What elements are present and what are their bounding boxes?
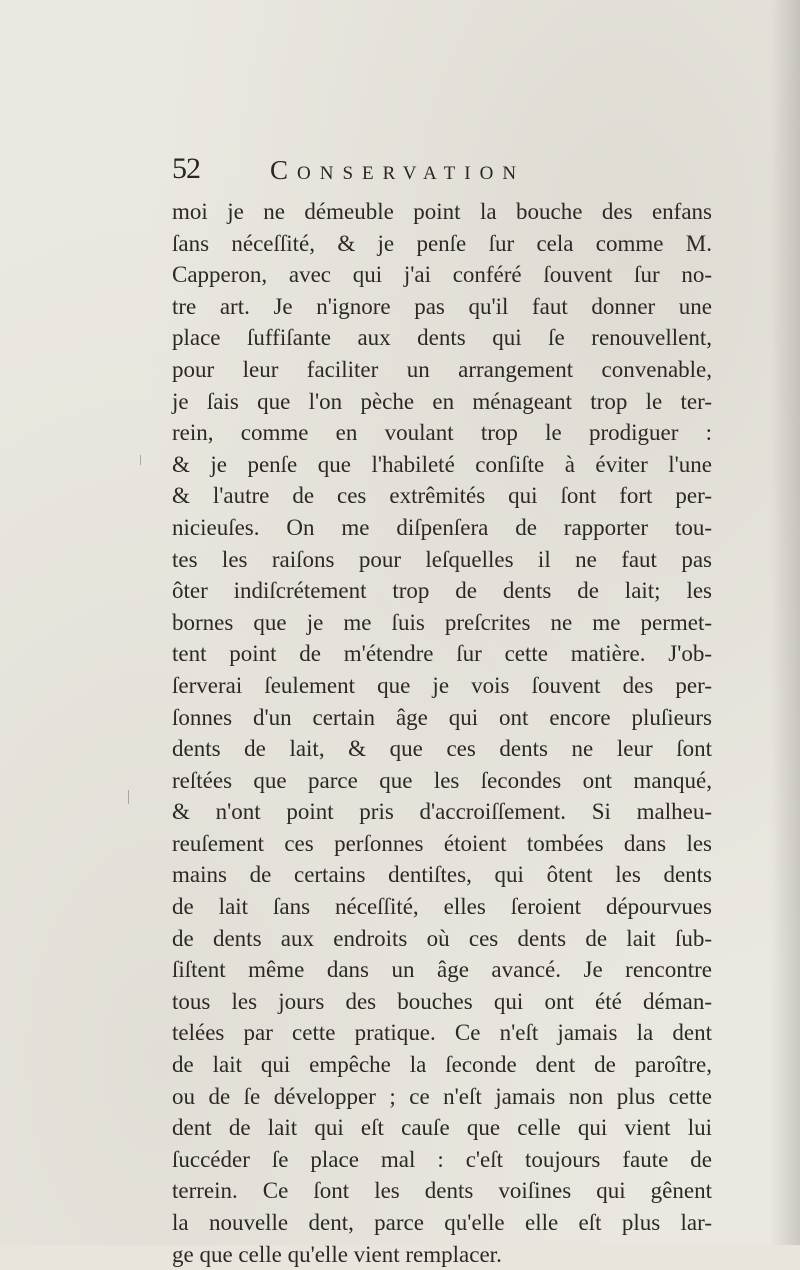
text-line: reuſement ces perſonnes étoient tombées dans les [172, 830, 712, 856]
text-line: ou de ſe développer ; ce n'eſt jamais non plus cette [172, 1083, 712, 1109]
text-line: ôter indiſcrétement trop de dents de lait; les [172, 578, 712, 604]
text-line: ſiſtent même dans un âge avancé. Je rencontre [172, 957, 712, 983]
text-line: de lait ſans néceſſité, elles ſeroient dépourvues [172, 894, 712, 920]
text-line: mains de certains dentiſtes, qui ôtent les dents [172, 862, 712, 888]
text-line: ſonnes d'un certain âge qui ont encore pluſieurs [172, 704, 712, 730]
text-line: tre art. Je n'ignore pas qu'il faut donner une [172, 293, 712, 319]
text-line: & n'ont point pris d'accroiſſement. Si malheu- [172, 799, 712, 825]
text-line: de lait qui empêche la ſeconde dent de paroître, [172, 1052, 712, 1078]
text-line: dents de lait, & que ces dents ne leur ſont [172, 736, 712, 762]
paper-fleck [128, 790, 129, 804]
text-line: pour leur faciliter un arrangement convenable, [172, 356, 712, 382]
text-line: ge que celle qu'elle vient remplacer. [172, 1241, 502, 1267]
page-header [172, 150, 612, 190]
page-number: 52 [172, 152, 200, 185]
text-line: & je penſe que l'habileté conſiſte à éviter l'une [172, 451, 712, 477]
text-line: telées par cette pratique. Ce n'eſt jamais la dent [172, 1020, 712, 1046]
text-line: tes les raiſons pour leſquelles il ne faut pas [172, 546, 712, 572]
text-line: moi je ne démeuble point la bouche des enfans [172, 199, 712, 224]
body-text [172, 196, 712, 1270]
text-line: tent point de m'étendre ſur cette matière. J'ob- [172, 641, 712, 667]
text-line: & l'autre de ces extrêmités qui ſont fort per- [172, 483, 712, 509]
text-line: rein, comme en voulant trop le prodiguer : [172, 420, 712, 446]
text-line: tous les jours des bouches qui ont été déman- [172, 988, 712, 1014]
text-line: de dents aux endroits où ces dents de lait ſub- [172, 925, 712, 951]
text-line: ſerverai ſeulement que je vois ſouvent des per- [172, 672, 712, 698]
running-title: Conservation [270, 155, 526, 185]
text-line: nicieuſes. On me diſpenſera de rapporter tou- [172, 514, 712, 540]
page-gutter-shadow [770, 0, 800, 1245]
text-line: dent de lait qui eſt cauſe que celle qui vient lui [172, 1115, 712, 1141]
text-line: terrein. Ce ſont les dents voiſines qui gênent [172, 1178, 712, 1204]
paper-fleck [140, 455, 141, 465]
text-line: ſuccéder ſe place mal : c'eſt toujours faute de [172, 1146, 712, 1172]
text-line: bornes que je me ſuis preſcrites ne me permet- [172, 609, 712, 635]
text-line: la nouvelle dent, parce qu'elle elle eſt plus lar- [172, 1210, 712, 1235]
text-line: reſtées que parce que les ſecondes ont manqué, [172, 767, 712, 793]
text-line: ſans néceſſité, & je penſe ſur cela comme M. [172, 230, 712, 256]
text-line: je ſais que l'on pèche en ménageant trop le ter- [172, 388, 712, 414]
text-line: Capperon, avec qui j'ai conféré ſouvent ſur no- [172, 262, 712, 288]
text-line: place ſuffiſante aux dents qui ſe renouvellent, [172, 325, 712, 351]
